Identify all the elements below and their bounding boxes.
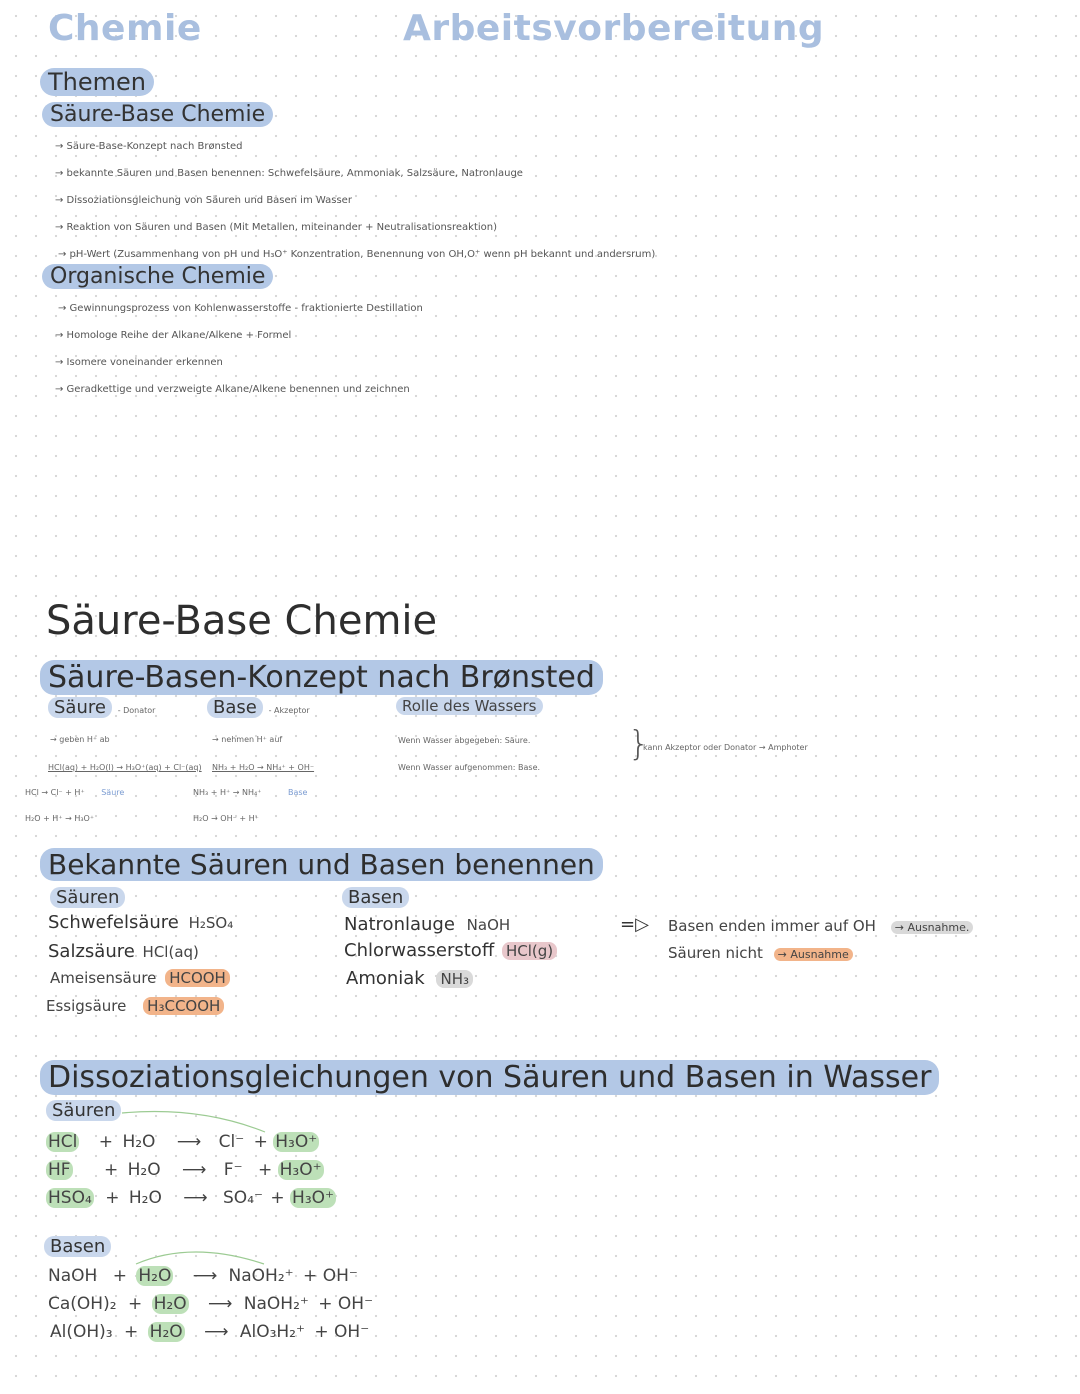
dissoziation-saeure-row: HF + H₂O ⟶ F⁻ + H₃O⁺	[48, 1160, 322, 1180]
themen-item: → Dissoziationsgleichung von Säuren und Basen im Wasser	[55, 195, 352, 206]
saeure-entry: Essigsäure H₃CCOOH	[46, 997, 224, 1015]
wasser-brace: }	[628, 724, 650, 764]
section-title: Säure-Base Chemie	[46, 598, 438, 644]
dissoziation-saeuren-label: Säuren	[46, 1100, 121, 1121]
saeure-line: HCl(aq) + H₂O(l) → H₃O⁺(aq) + Cl⁻(aq)	[48, 763, 202, 772]
dissoziation-saeure-row: HSO₄ + H₂O ⟶ SO₄⁻ + H₃O⁺	[48, 1188, 334, 1208]
base-line: NH₃ + H⁺ → NH₄⁺ Base	[193, 788, 308, 797]
saeure-line: → geben H⁺ ab	[50, 735, 110, 744]
bekannte-saeuren-label: Säuren	[50, 887, 125, 908]
base-line: H₂O → OH⁻ + H⁺	[193, 814, 259, 823]
wasser-line: Wenn Wasser abgegeben: Säure.	[398, 736, 531, 745]
dissoziation-base-row: Ca(OH)₂ + H₂O ⟶ NaOH₂⁺ + OH⁻	[48, 1294, 374, 1314]
themen-item: → Homologe Reihe der Alkane/Alkene + Formel	[55, 330, 292, 341]
base-line: → nehmen H⁺ auf	[212, 735, 283, 744]
themen-item: → Gewinnungsprozess von Kohlenwasserstoffe - fraktionierte Destillation	[58, 303, 423, 314]
saeure-entry: Ameisensäure HCOOH	[50, 969, 230, 987]
saeure-label: Säure - Donator	[48, 697, 155, 718]
themen-section-organische: Organische Chemie	[42, 264, 273, 289]
basen-note: Basen enden immer auf OH → Ausnahme.	[668, 917, 973, 935]
bekannte-heading: Bekannte Säuren und Basen benennen	[40, 848, 603, 881]
bekannte-basen-label: Basen	[342, 887, 409, 908]
dissoziation-heading: Dissoziationsgleichungen von Säuren und Basen in Wasser	[40, 1060, 939, 1095]
saeure-entry: Schwefelsäure H₂SO₄	[48, 912, 234, 933]
themen-item: → Reaktion von Säuren und Basen (Mit Metallen, miteinander + Neutralisationsreaktion)	[55, 222, 498, 233]
dissoziation-base-row: Al(OH)₃ + H₂O ⟶ AlO₃H₂⁺ + OH⁻	[50, 1322, 370, 1342]
themen-item: → Isomere voneinander erkennen	[55, 357, 223, 368]
bronsted-heading: Säure-Basen-Konzept nach Brønsted	[40, 660, 603, 695]
base-label: Base - Akzeptor	[207, 697, 310, 718]
wasser-line: Wenn Wasser aufgenommen: Base.	[398, 763, 541, 772]
themen-heading: Themen	[40, 68, 154, 96]
dissoziation-saeure-row: HCl + H₂O ⟶ Cl⁻ + H₃O⁺	[48, 1132, 318, 1152]
themen-section-saeure-base: Säure-Base Chemie	[42, 102, 273, 127]
saeuren-note: Säuren nicht → Ausnahme	[668, 944, 853, 962]
base-entry: Natronlauge NaOH	[344, 914, 511, 935]
base-entry: Amoniak NH₃	[346, 968, 473, 989]
wasser-note: kann Akzeptor oder Donator → Amphoter	[643, 743, 808, 752]
base-entry: Chlorwasserstoff HCl(g)	[344, 940, 557, 961]
subject-title: Chemie	[48, 8, 202, 49]
base-line: NH₃ + H₂O → NH₄⁺ + OH⁻	[212, 763, 315, 772]
saeure-line: H₂O + H⁺ → H₃O⁺	[25, 814, 95, 823]
implies-arrow: =▷	[620, 914, 649, 935]
themen-item: → bekannte Säuren und Basen benennen: Schwefelsäure, Ammoniak, Salzsäure, Natronlauge	[55, 168, 523, 179]
themen-item: → Säure-Base-Konzept nach Brønsted	[55, 141, 243, 152]
saeure-entry: Salzsäure HCl(aq)	[48, 941, 199, 962]
dissoziation-basen-label: Basen	[44, 1236, 111, 1257]
themen-item: → pH-Wert (Zusammenhang von pH und H₃O⁺ Konzentration, Benennung von OH,O⁺ wenn pH bekannt und andersrum)	[58, 249, 656, 260]
dissoziation-base-row: NaOH + H₂O ⟶ NaOH₂⁺ + OH⁻	[48, 1266, 358, 1286]
saeure-line: HCl → Cl⁻ + H⁺ Säure	[25, 788, 125, 797]
page-title: Arbeitsvorbereitung	[403, 8, 825, 49]
themen-item: → Geradkettige und verzweigte Alkane/Alkene benennen und zeichnen	[55, 384, 410, 395]
wasser-label: Rolle des Wassers	[396, 697, 543, 715]
